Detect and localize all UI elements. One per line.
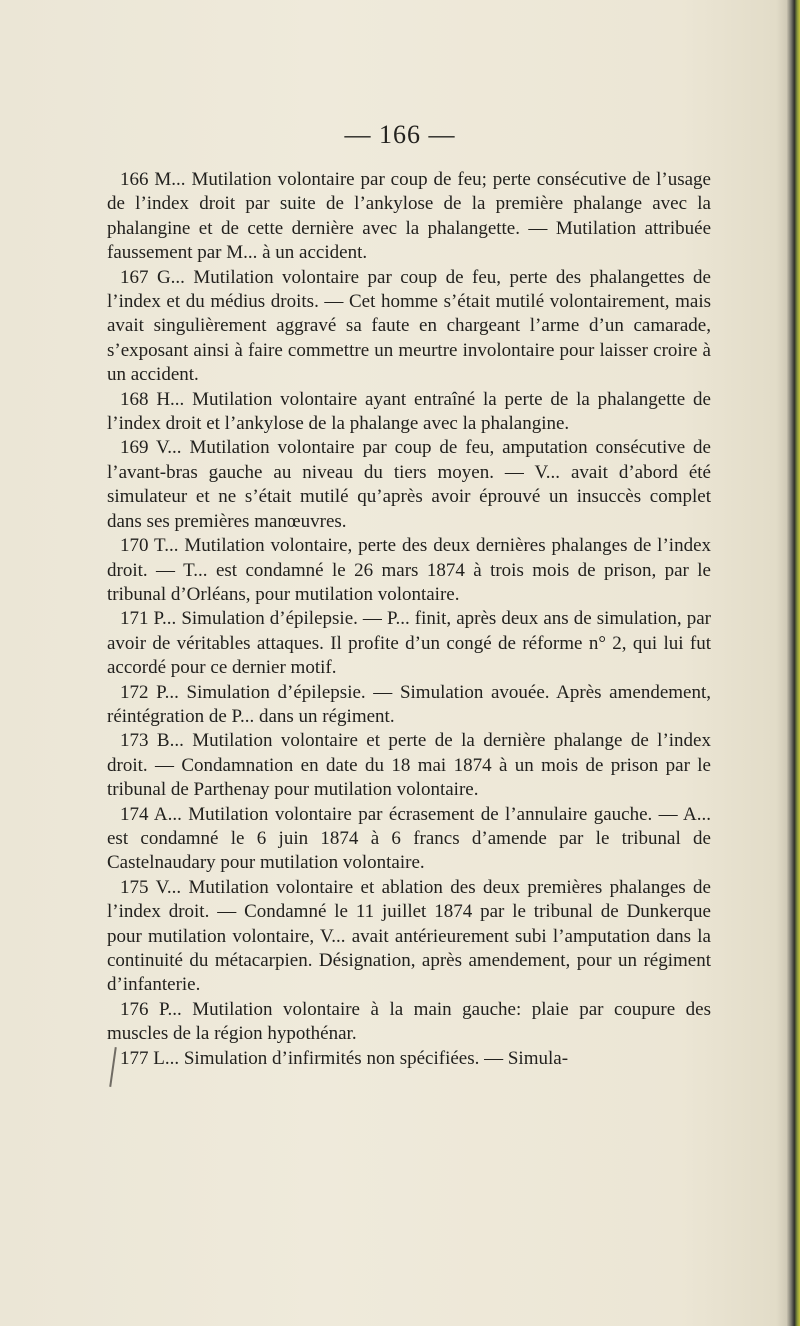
entry-172: 172 P... Simulation d’épilepsie. — Simulation avouée. Après amendement, réintégration de P... dans un régiment.: [107, 681, 711, 727]
page-number: — 166 —: [344, 120, 456, 149]
entry-167: 167 G... Mutilation volontaire par coup de feu, perte des phalangettes de l’index et du médius droits. — Cet homme s’était mutilé volontairement, mais avait singulièrement aggravé sa faute en chargeant l’arme d’un camarade, s’exposant ainsi à faire commettre un meurtre involontaire pour laisser croire à un accident.: [107, 266, 711, 386]
entry-176: 176 P... Mutilation volontaire à la main gauche: plaie par coupure des muscles de la région hypothénar.: [107, 998, 711, 1045]
page-body: [107, 168, 711, 1071]
entry-174: 174 A... Mutilation volontaire par écrasement de l’annulaire gauche. — A... est condamné le 6 juin 1874 à 6 francs d’amende par le tribunal de Castelnaudary pour mutilation volontaire.: [107, 803, 711, 874]
page-edge: [786, 0, 800, 1326]
entry-169: 169 V... Mutilation volontaire par coup de feu, amputation consécutive de l’avant-bras gauche au niveau du tiers moyen. — V... avait d’abord été simulateur et ne s’était mutilé qu’après avoir éprouvé un insuccès complet dans ses premières manœuvres.: [107, 437, 711, 532]
entry-177: 177 L... Simulation d’infirmités non spécifiées. — Simula-: [120, 1047, 569, 1069]
entry-171: 171 P... Simulation d’épilepsie. — P... finit, après deux ans de simulation, par avoir de véritables attaques. Il profite d’un congé de réforme n° 2, qui lui fut accordé pour ce dernier motif.: [107, 608, 711, 679]
entry-170: 170 T... Mutilation volontaire, perte des deux dernières phalanges de l’index droit. — T... est condamné le 26 mars 1874 à trois mois de prison, par le tribunal d’Orléans, pour mutilation volontaire.: [107, 535, 711, 605]
entry-175: 175 V... Mutilation volontaire et ablation des deux premières phalanges de l’index droit. — Condamné le 11 juillet 1874 par le tribunal de Dunkerque pour mutilation volontaire, V... avait antérieurement subi l’amputation dans la continuité du métacarpien. Désignation, après amendement, pour un régiment d’infanterie.: [107, 876, 711, 996]
entry-173: 173 B... Mutilation volontaire et perte de la dernière phalange de l’index droit. — Condamnation en date du 18 mai 1874 à un mois de prison par le tribunal de Parthenay pour mutilation volontaire.: [107, 730, 711, 801]
entry-168: 168 H... Mutilation volontaire ayant entraîné la perte de la phalangette de l’index droit et l’ankylose de la phalange avec la phalangine.: [107, 388, 711, 435]
entry-166: 166 M... Mutilation volontaire par coup de feu; perte consécutive de l’usage de l’index droit par suite de l’ankylose de la première phalange avec la phalangine et de cette dernière avec la phalangette. — Mutilation attribuée faussement par M... à un accident.: [107, 169, 711, 264]
